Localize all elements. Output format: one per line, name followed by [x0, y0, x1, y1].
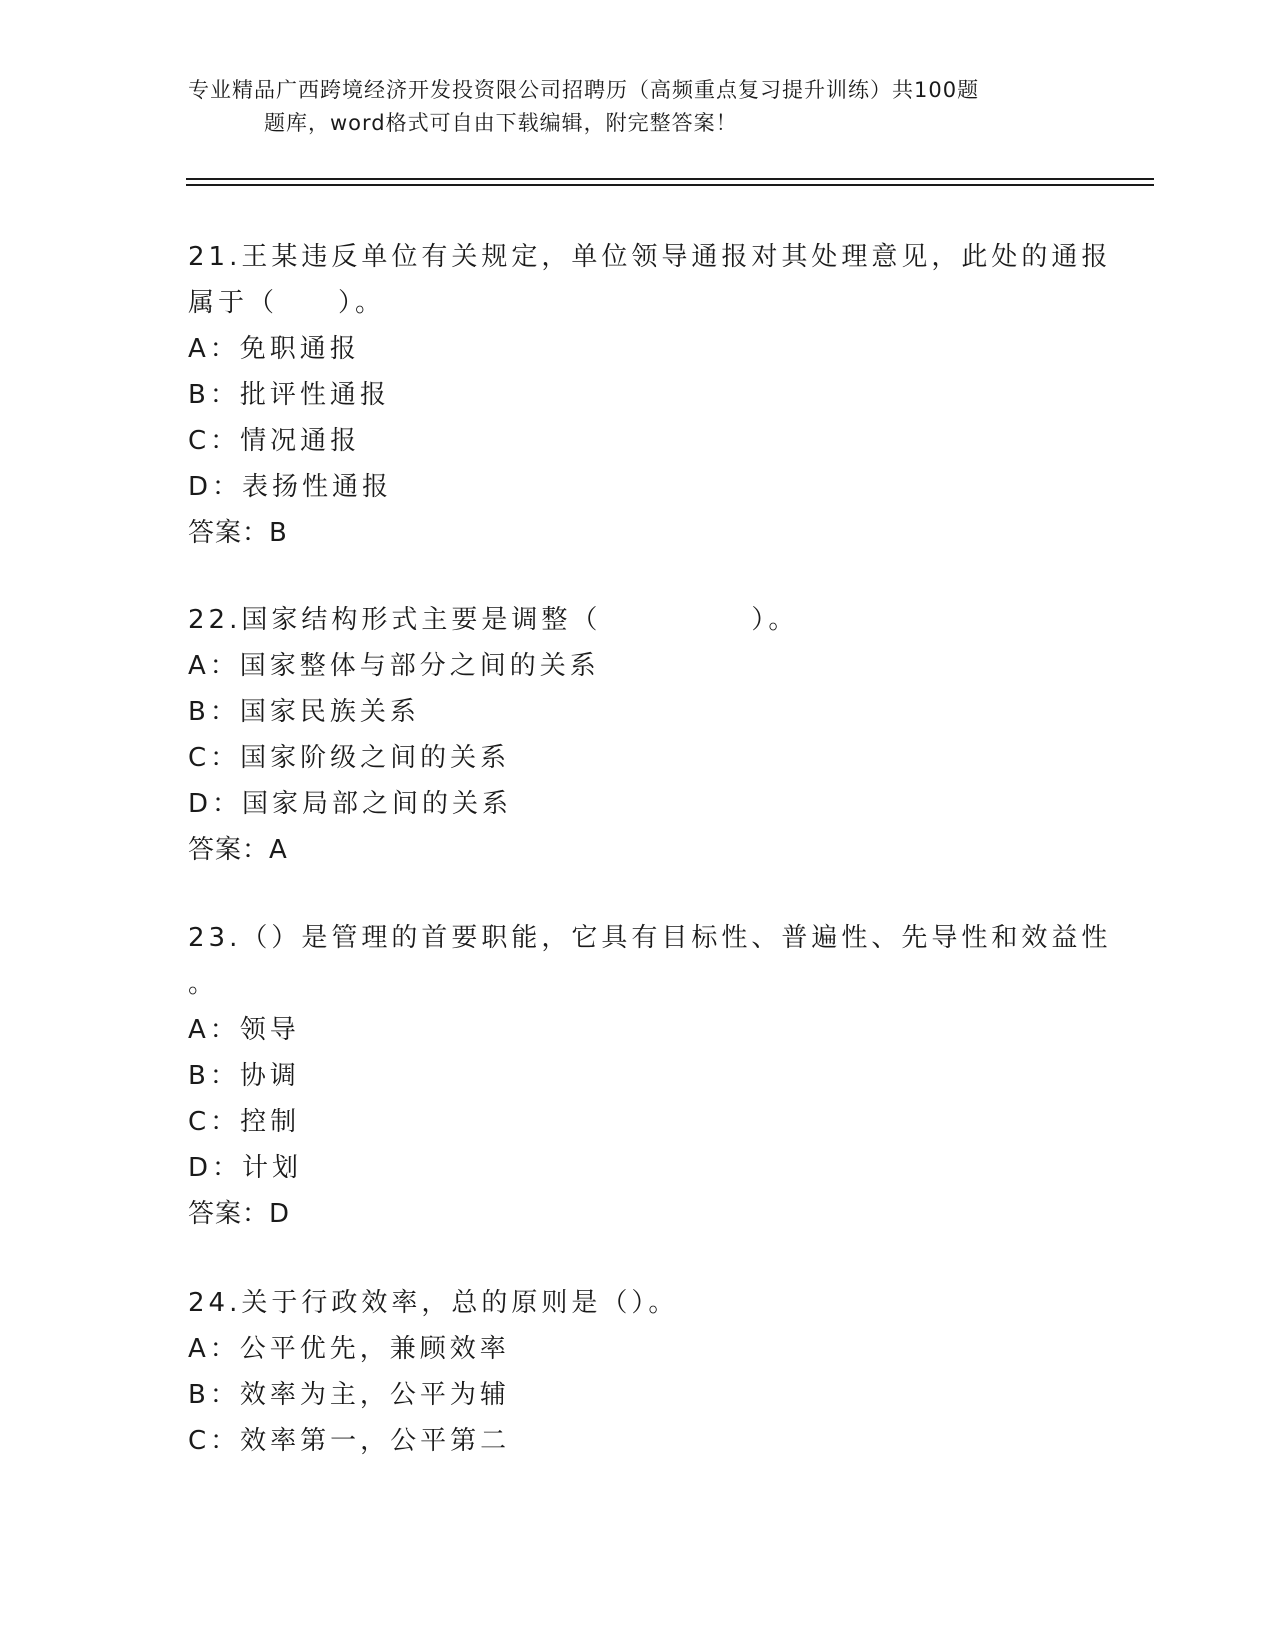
option-a: A：国家整体与部分之间的关系	[188, 651, 600, 681]
answer-label: 答案：B	[188, 518, 288, 548]
header-title-line-2: 题库，word格式可自由下载编辑，附完整答案！	[264, 111, 738, 135]
option-a: A：领导	[188, 1015, 300, 1045]
question-stem-line: 23.（）是管理的首要职能，它具有目标性、普遍性、先导性和效益性	[188, 923, 1112, 953]
question-24	[188, 1280, 1088, 1464]
option-b: B：批评性通报	[188, 380, 390, 410]
question-22	[188, 597, 1088, 873]
option-c: C：效率第一，公平第二	[188, 1426, 511, 1456]
header-rule-top	[186, 178, 1154, 180]
option-b: B：国家民族关系	[188, 697, 420, 727]
option-c: C：控制	[188, 1107, 301, 1137]
question-stem-line: 。	[188, 969, 219, 999]
question-stem-line: 21.王某违反单位有关规定，单位领导通报对其处理意见，此处的通报	[188, 242, 1112, 272]
option-b: B：效率为主，公平为辅	[188, 1380, 510, 1410]
option-a: A：免职通报	[188, 334, 360, 364]
answer-label: 答案：A	[188, 835, 288, 865]
option-d: D：计划	[188, 1153, 303, 1183]
question-stem-line: 22.国家结构形式主要是调整（ ）。	[188, 605, 799, 635]
option-d: D：国家局部之间的关系	[188, 789, 513, 819]
question-stem-line: 属于（ ）。	[188, 288, 386, 318]
question-stem-line: 24.关于行政效率，总的原则是（）。	[188, 1288, 679, 1318]
document-header	[188, 74, 1088, 140]
question-23	[188, 915, 1112, 1237]
option-a: A：公平优先，兼顾效率	[188, 1334, 510, 1364]
answer-label: 答案：D	[188, 1199, 291, 1229]
option-d: D：表扬性通报	[188, 472, 393, 502]
header-rule-bottom	[186, 184, 1154, 186]
header-title-line-1: 专业精品广西跨境经济开发投资限公司招聘历（高频重点复习提升训练）共100题	[188, 78, 980, 102]
option-b: B：协调	[188, 1061, 300, 1091]
option-c: C：情况通报	[188, 426, 361, 456]
question-21	[188, 234, 1112, 556]
option-c: C：国家阶级之间的关系	[188, 743, 511, 773]
